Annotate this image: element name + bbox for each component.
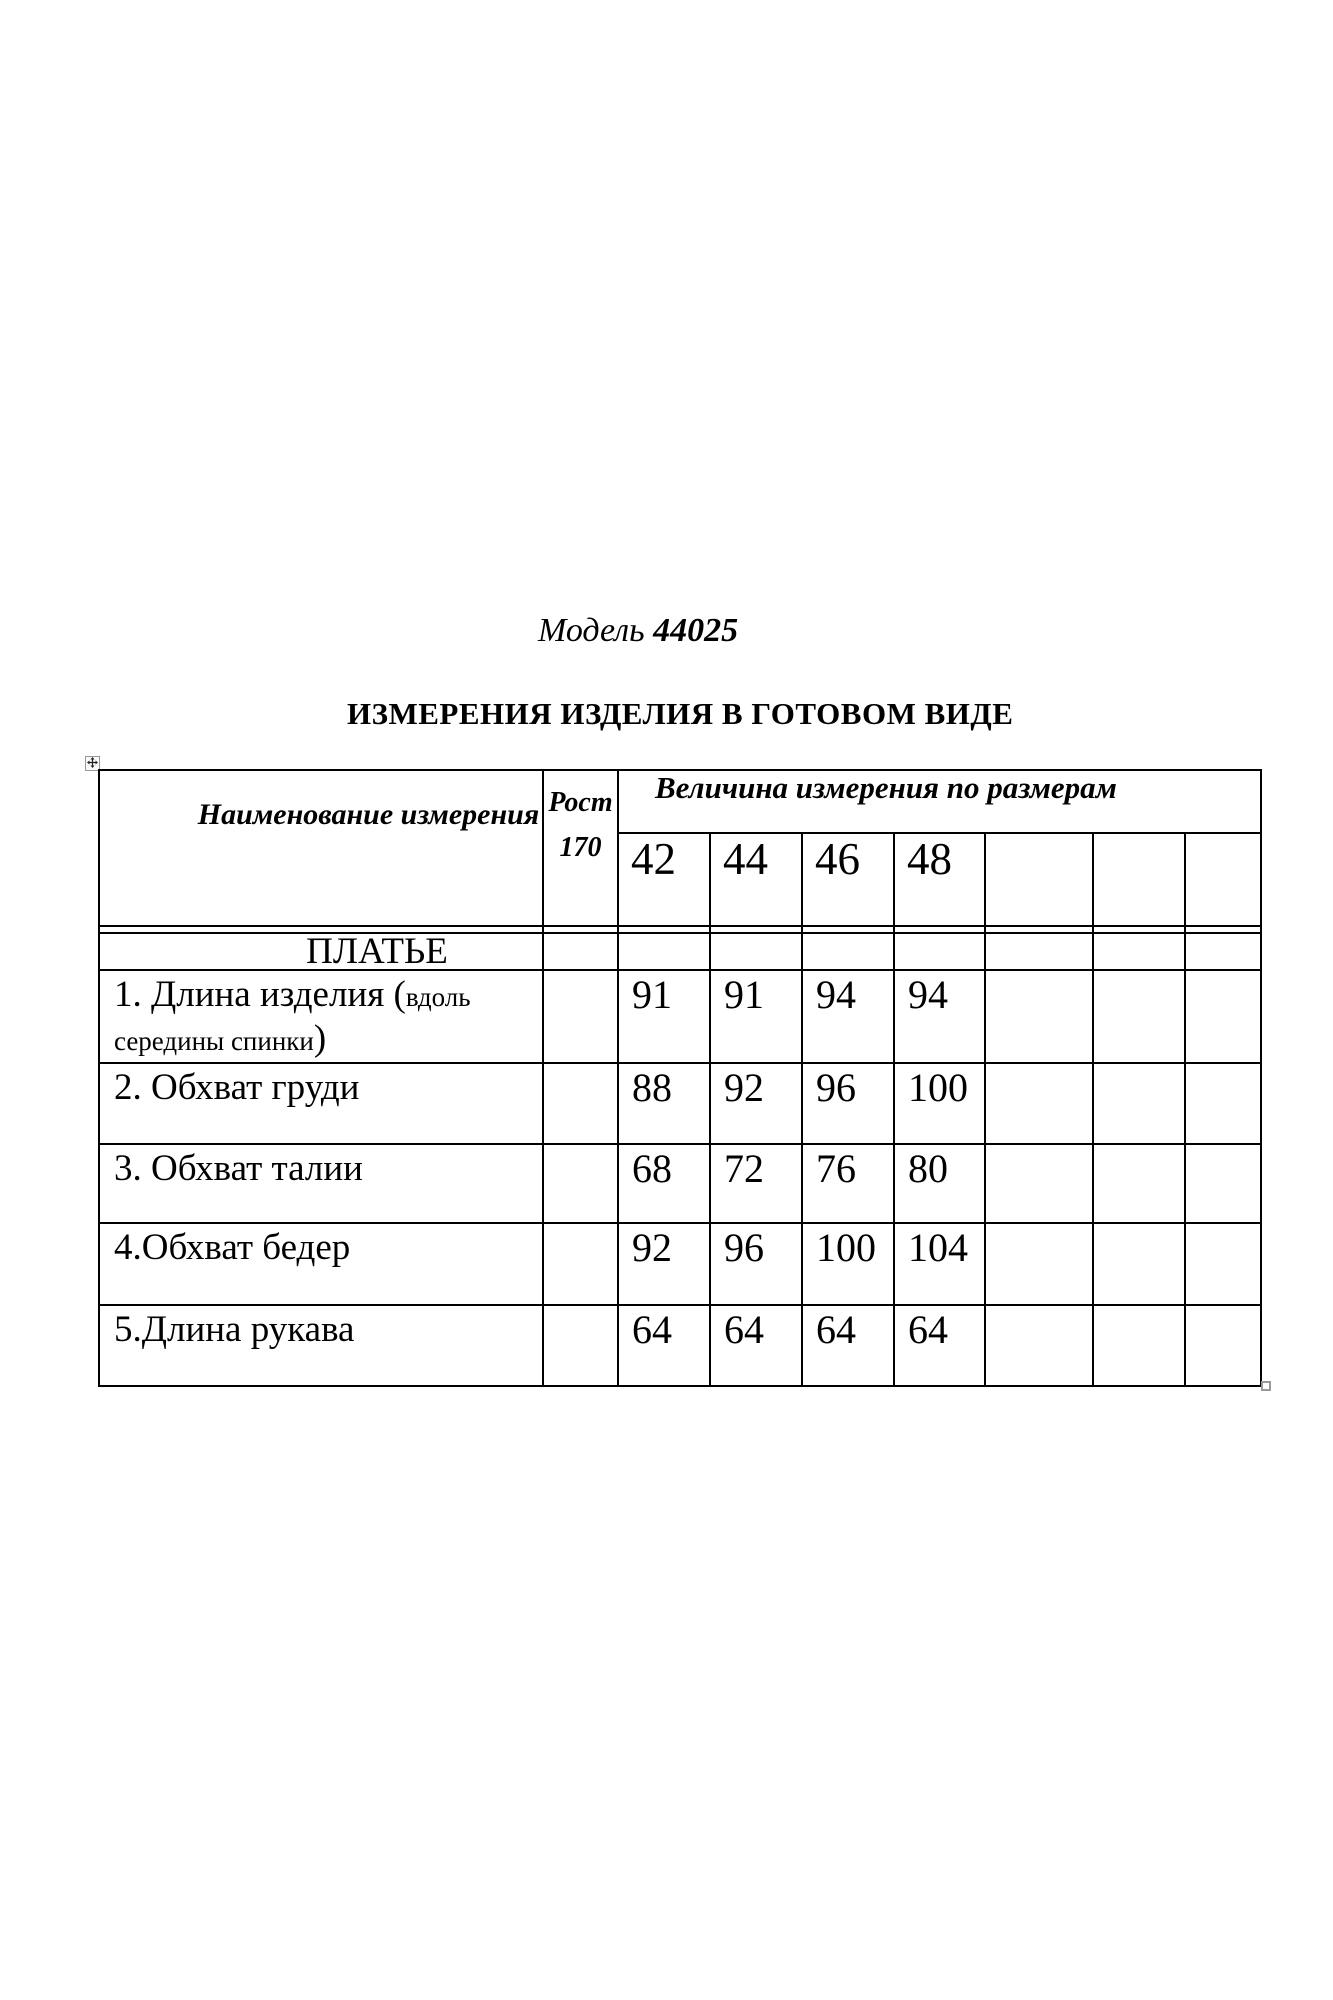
row-label-hips: 4.Обхват бедер	[99, 1223, 543, 1305]
size-col-empty-1	[985, 833, 1093, 926]
value-cell: 92	[618, 1223, 710, 1305]
row-label-waist: 3. Обхват талии	[99, 1144, 543, 1223]
value-cell: 104	[894, 1223, 985, 1305]
row-label-chest: 2. Обхват груди	[99, 1063, 543, 1144]
value-cell: 64	[618, 1305, 710, 1386]
row-label-length: 1. Длина изделия (вдоль середины спинки)	[99, 970, 543, 1063]
size-col-empty-3	[1185, 833, 1261, 926]
value-cell: 64	[710, 1305, 802, 1386]
table-row	[99, 1223, 1261, 1305]
page-subtitle: ИЗМЕРЕНИЯ ИЗДЕЛИЯ В ГОТОВОМ ВИДЕ	[347, 696, 1014, 731]
size-col-48: 48	[894, 833, 985, 926]
rost-value: 170	[559, 832, 602, 863]
header-rost-cell	[543, 770, 618, 926]
double-rule-row	[99, 926, 1261, 933]
table-row	[99, 1144, 1261, 1223]
header-sizes-title-cell: Величина измерения по размерам	[618, 770, 1261, 833]
value-cell: 91	[618, 970, 710, 1063]
value-cell: 92	[710, 1063, 802, 1144]
value-cell: 96	[710, 1223, 802, 1305]
model-word: Модель	[538, 612, 654, 649]
value-cell: 72	[710, 1144, 802, 1223]
table-row	[99, 1063, 1261, 1144]
page-title	[538, 612, 738, 650]
header-name-cell: Наименование измерения	[99, 770, 543, 926]
header-row-1	[99, 770, 1261, 833]
value-cell: 76	[802, 1144, 894, 1223]
table-resize-icon[interactable]	[1261, 1381, 1271, 1391]
value-cell: 64	[802, 1305, 894, 1386]
size-col-42: 42	[618, 833, 710, 926]
value-cell: 64	[894, 1305, 985, 1386]
value-cell: 94	[802, 970, 894, 1063]
value-cell: 68	[618, 1144, 710, 1223]
value-cell: 94	[894, 970, 985, 1063]
value-cell: 88	[618, 1063, 710, 1144]
size-col-empty-2	[1093, 833, 1185, 926]
model-number: 44025	[653, 612, 739, 649]
value-cell: 100	[802, 1223, 894, 1305]
size-col-44: 44	[710, 833, 802, 926]
value-cell: 100	[894, 1063, 985, 1144]
measurements-table	[98, 769, 1262, 1387]
section-title-cell: ПЛАТЬЕ	[99, 933, 543, 970]
table-move-icon	[87, 755, 98, 773]
value-cell: 91	[710, 970, 802, 1063]
table-row	[99, 970, 1261, 1063]
rost-label: Рост	[548, 787, 613, 818]
section-row	[99, 933, 1261, 970]
value-cell: 96	[802, 1063, 894, 1144]
table-row	[99, 1305, 1261, 1386]
size-col-46: 46	[802, 833, 894, 926]
value-cell: 80	[894, 1144, 985, 1223]
row-label-sleeve: 5.Длина рукава	[99, 1305, 543, 1386]
